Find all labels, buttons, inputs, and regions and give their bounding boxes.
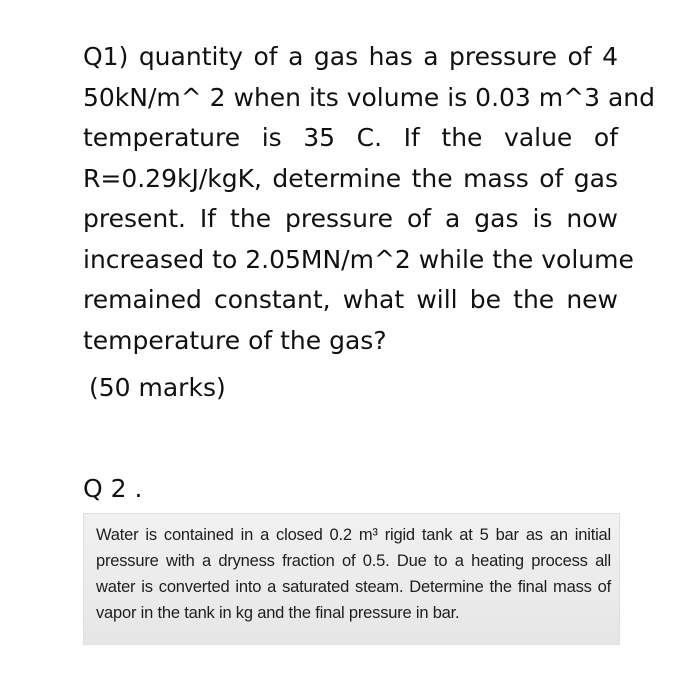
question-1-line-4: R=0.29kJ/kgK, determine the mass of gas — [83, 164, 618, 193]
question-1-line-7: remained constant, what will be the new — [83, 285, 618, 314]
question-2-line-3: water is converted into a saturated steam. Determine the final mass of — [96, 578, 611, 596]
question-2-line-4: vapor in the tank in kg and the final pressure in bar. — [96, 604, 460, 622]
question-2-line-2: pressure with a dryness fraction of 0.5. Due to a heating process all — [96, 552, 611, 570]
question-2-text-box — [83, 513, 620, 645]
question-2-line-1: Water is contained in a closed 0.2 m³ rigid tank at 5 bar as an initial — [96, 526, 611, 544]
question-1-line-5: present. If the pressure of a gas is now — [83, 204, 618, 233]
question-1-line-2: 50kN/m^ 2 when its volume is 0.03 m^3 and — [83, 83, 655, 112]
question-1-line-8: temperature of the gas? — [83, 326, 387, 355]
question-1-line-6: increased to 2.05MN/m^2 while the volume — [83, 245, 634, 274]
question-1-line-1: Q1) quantity of a gas has a pressure of 4 — [83, 42, 618, 71]
question-2-heading: Q 2 . — [83, 474, 143, 503]
question-1-marks: (50 marks) — [89, 373, 226, 402]
question-1-line-3: temperature is 35 C. If the value of — [83, 123, 618, 152]
